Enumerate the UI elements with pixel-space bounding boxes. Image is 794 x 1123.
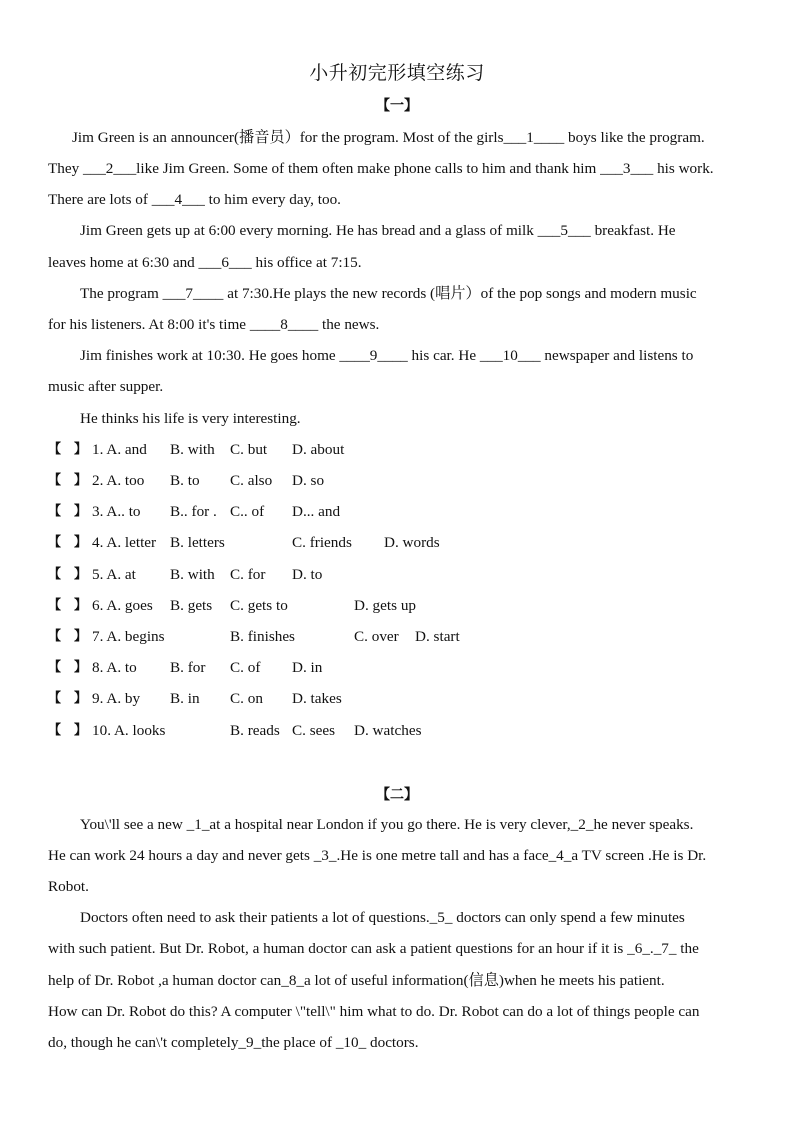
option-c: C. of — [230, 659, 261, 676]
option-a: 2. A. too — [92, 472, 145, 489]
option-d: D... and — [292, 503, 341, 520]
option-a: 8. A. to — [92, 659, 137, 676]
passage-one-line: for his listeners. At 8:00 it's time ____8____ the news. — [48, 316, 380, 333]
option-d: D. takes — [292, 690, 342, 707]
option-b: B. with — [170, 441, 215, 458]
option-c: C. sees — [292, 722, 336, 739]
answer-bracket[interactable]: 【 】 — [48, 442, 88, 457]
answer-bracket[interactable]: 【 】 — [48, 598, 88, 613]
passage-one-line: There are lots of ___4___ to him every day, too. — [48, 191, 341, 208]
option-a: 3. A.. to — [92, 503, 141, 520]
answer-bracket[interactable]: 【 】 — [48, 473, 88, 488]
passage-two-line: How can Dr. Robot do this? A computer \"tell\" him what to do. Dr. Robot can do a lot of things people can — [48, 1003, 700, 1020]
option-c: C. for — [230, 566, 266, 583]
passage-two-line: with such patient. But Dr. Robot, a human doctor can ask a patient questions for an hour if it is _6_._7_ the — [48, 940, 699, 957]
option-b: B. for — [170, 659, 206, 676]
section-two-heading: 【二】 — [376, 787, 418, 803]
passage-two-line: help of Dr. Robot ,a human doctor can_8_a lot of useful information(信息)when he meets his patient. — [48, 972, 665, 989]
answer-bracket[interactable]: 【 】 — [48, 660, 88, 675]
page-title: 小升初完形填空练习 — [309, 62, 485, 84]
option-a: 9. A. by — [92, 690, 141, 707]
passage-one-line: The program ___7____ at 7:30.He plays the new records (唱片）of the pop songs and modern music — [80, 285, 697, 302]
option-c: C.. of — [230, 503, 265, 520]
option-b: B. letters — [170, 534, 225, 551]
passage-one-line: music after supper. — [48, 378, 164, 395]
option-d: D. about — [292, 441, 345, 458]
option-c: C. on — [230, 690, 263, 707]
passage-one-line: Jim Green is an announcer(播音员）for the program. Most of the girls___1____ boys like the program. — [72, 129, 705, 146]
option-a: 1. A. and — [92, 441, 147, 458]
option-d: D. so — [292, 472, 325, 489]
passage-one-line: Jim Green gets up at 6:00 every morning. He has bread and a glass of milk ___5___ breakfast. He — [80, 222, 676, 239]
option-a: 6. A. goes — [92, 597, 153, 614]
section-one-heading: 【一】 — [376, 98, 418, 114]
answer-bracket[interactable]: 【 】 — [48, 691, 88, 706]
option-c: C. gets to — [230, 597, 288, 614]
passage-one-line: leaves home at 6:30 and ___6___ his office at 7:15. — [48, 254, 362, 271]
passage-two-line: Doctors often need to ask their patients a lot of questions._5_ doctors can only spend a few minutes — [80, 909, 685, 926]
passage-one-line: He thinks his life is very interesting. — [80, 410, 301, 427]
option-c: C. friends — [292, 534, 352, 551]
option-c: C. also — [230, 472, 273, 489]
passage-two-line: He can work 24 hours a day and never gets _3_.He is one metre tall and has a face_4_a TV screen .He is Dr. — [48, 847, 707, 864]
answer-bracket[interactable]: 【 】 — [48, 504, 88, 519]
option-a: 5. A. at — [92, 566, 136, 583]
option-d: D. words — [384, 534, 440, 551]
passage-one-line: They ___2___like Jim Green. Some of them often make phone calls to him and thank him ___3___ his work. — [48, 160, 714, 177]
passage-two-line: You\'ll see a new _1_at a hospital near London if you go there. He is very clever,_2_he never speaks. — [80, 816, 694, 833]
option-a: 4. A. letter — [92, 534, 157, 551]
option-b: B. with — [170, 566, 215, 583]
option-b: B. gets — [170, 597, 213, 614]
option-d: D. in — [292, 659, 323, 676]
option-b: B. in — [170, 690, 200, 707]
option-b: B. reads — [230, 722, 280, 739]
answer-bracket[interactable]: 【 】 — [48, 723, 88, 738]
passage-two-line: Robot. — [48, 878, 89, 895]
option-b: B. finishes — [230, 628, 295, 645]
option-a: 10. A. looks — [92, 722, 166, 739]
option-d: D. gets up — [354, 597, 417, 614]
answer-bracket[interactable]: 【 】 — [48, 629, 88, 644]
option-d: D. watches — [354, 722, 422, 739]
option-a: 7. A. begins — [92, 628, 165, 645]
option-d: D. to — [292, 566, 323, 583]
option-b: B. to — [170, 472, 200, 489]
option-d: D. start — [415, 628, 460, 645]
option-c: C. but — [230, 441, 268, 458]
option-c: C. over — [354, 628, 399, 645]
passage-one-line: Jim finishes work at 10:30. He goes home ____9____ his car. He ___10___ newspaper and listens to — [80, 347, 694, 364]
answer-bracket[interactable]: 【 】 — [48, 567, 88, 582]
option-b: B.. for . — [170, 503, 217, 520]
passage-two-line: do, though he can\'t completely_9_the place of _10_ doctors. — [48, 1034, 419, 1051]
answer-bracket[interactable]: 【 】 — [48, 535, 88, 550]
